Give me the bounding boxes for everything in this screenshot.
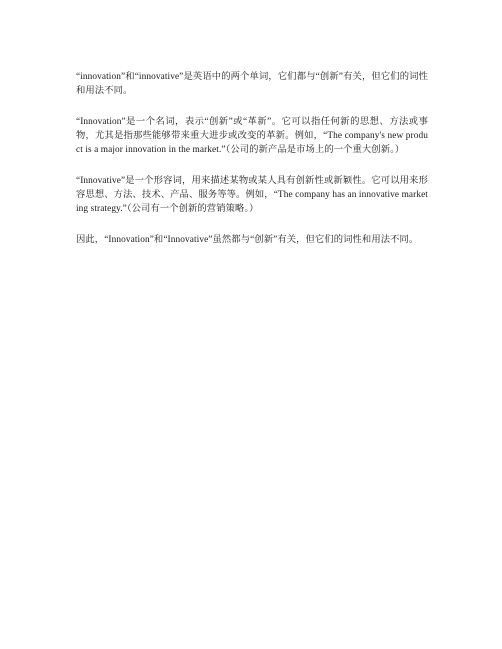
paragraph-innovative-adjective: “Innovative”是一个形容词，用来描述某物或某人具有创新性或新颖性。它可以用来形容思想、方法、技术、产品、服务等等。例如，“The company has an innovative marketing strategy.”（公司有一个创新的营销策略。） xyxy=(76,176,428,214)
document-body xyxy=(76,70,428,247)
paragraph-conclusion: 因此，“Innovation”和“Innovative”虽然都与“创新”有关，但它们的词性和用法不同。 xyxy=(76,235,419,245)
paragraph-intro: “innovation”和“innovative”是英语中的两个单词，它们都与“创新”有关，但它们的词性和用法不同。 xyxy=(76,72,428,96)
paragraph-innovation-noun: “Innovation”是一个名词，表示“创新”或“革新”。它可以指任何新的思想、方法或事物，尤其是指那些能够带来重大进步或改变的革新。例如，“The company's new product is a major innovation in the market.”（公司的新产品是市场上的一个重大创新。） xyxy=(76,117,428,155)
